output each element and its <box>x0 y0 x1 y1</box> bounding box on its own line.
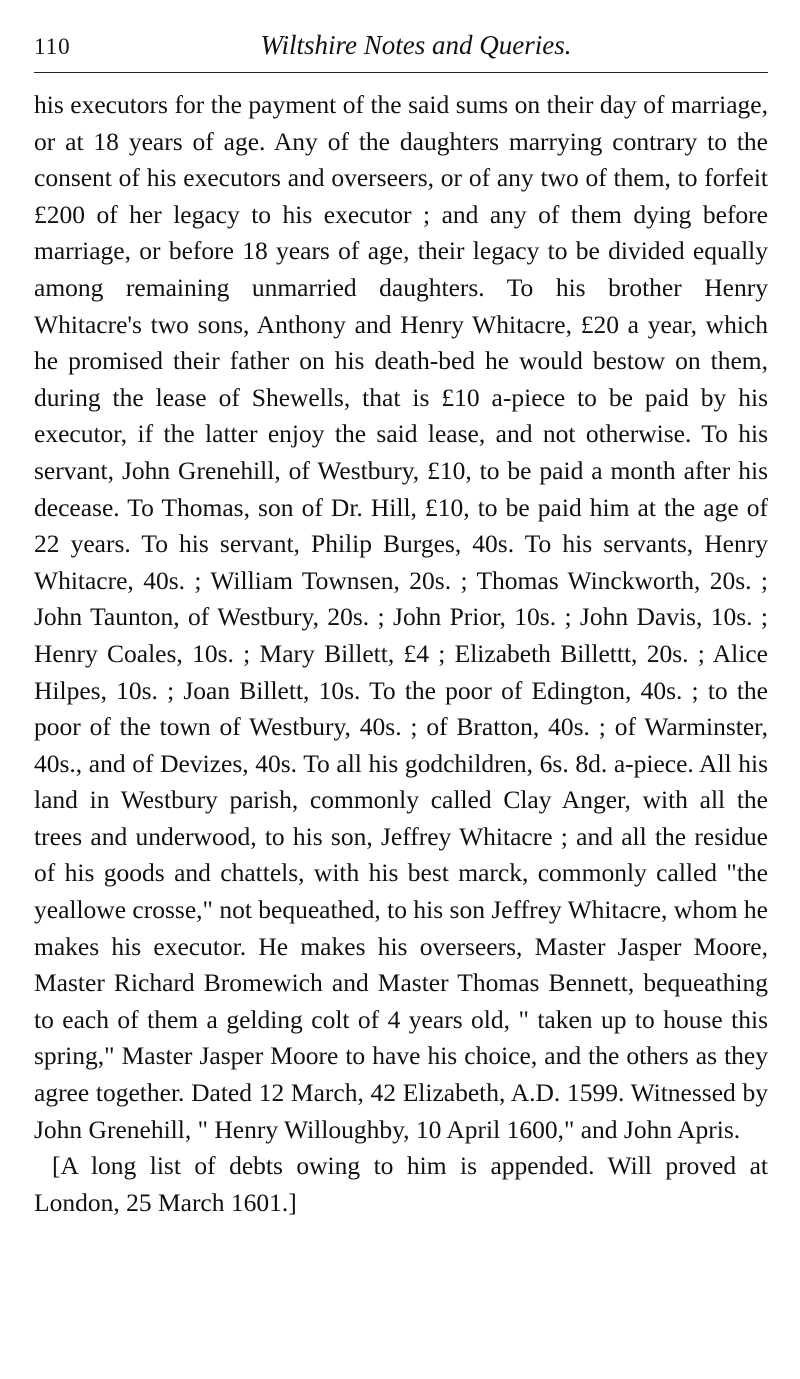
paragraph-will-bequests: his executors for the payment of the said sums on their day of marriage, or at 18 years of age. Any of the daughters marrying contrary to the consent of his executors and overseers, or of any two of them, to forfeit £200 of her legacy to his executor ; and any of them dying before marriage, or before 18 years of age, their legacy to be divided equally among remaining unmarried daughters. To his brother Henry Whitacre's two sons, Anthony and Henry Whitacre, £20 a year, which he promised their father on his death-bed he would bestow on them, during the lease of Shewells, that is £10 a-piece to be paid by his executor, if the latter enjoy the said lease, and not otherwise. To his servant, John Grenehill, of Westbury, £10, to be paid a month after his decease. To Thomas, son of Dr. Hill, £10, to be paid him at the age of 22 years. To his servant, Philip Burges, 40s. To his servants, Henry Whitacre, 40s. ; William Townsen, 20s. ; Thomas Winckworth, 20s. ; John Taunton, of Westbury, 20s. ; John Prior, 10s. ; John Davis, 10s. ; Henry Coales, 10s. ; Mary Billett, £4 ; Elizabeth Billettt, 20s. ; Alice Hilpes, 10s. ; Joan Billett, 10s. To the poor of Edington, 40s. ; to the poor of the town of Westbury, 40s. ; of Bratton, 40s. ; of Warminster, 40s., and of Devizes, 40s. To all his godchildren, 6s. 8d. a-piece. All his land in Westbury parish, commonly called Clay Anger, with all the trees and underwood, to his son, Jeffrey Whitacre ; and all the residue of his goods and chattels, with his best marck, commonly called "the yeallowe crosse," not bequeathed, to his son Jeffrey Whitacre, whom he makes his executor. He makes his overseers, Master Jasper Moore, Master Richard Bromewich and Master Thomas Bennett, bequeathing to each of them a gelding colt of 4 years old, " taken up to house this spring," Master Jasper Moore to have his choice, and the others as they agree together. Dated 12 March, 42 Elizabeth, A.D. 1599. Witnessed by John Grenehill, " Henry Willoughby, 10 April 1600," and John Apris. <box>34 90 768 1144</box>
header-rule <box>34 72 768 73</box>
paragraph-editorial-note: [A long list of debts owing to him is appended. Will proved at London, 25 March 1601.] <box>34 1151 768 1217</box>
page-number: 110 <box>34 34 71 59</box>
running-title: Wiltshire Notes and Queries. <box>260 30 572 60</box>
page-header <box>34 28 768 72</box>
book-page <box>34 28 768 1221</box>
body-text <box>34 87 768 1221</box>
